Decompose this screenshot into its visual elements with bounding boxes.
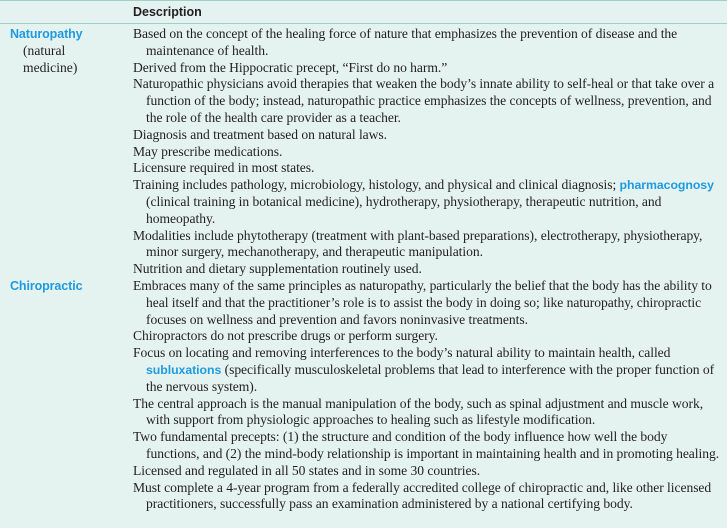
term-subtitle: medicine): [23, 59, 78, 75]
description-item: Embraces many of the same principles as naturopathy, particularly the belief that the body has the ability to heal itself and that the practitioner’s role is to assist the body in doing so; like naturopathy, chiropractic focuses on wellness and prevention and favors noninvasive treatments.: [133, 277, 712, 327]
keyword-subluxations: subluxations: [146, 362, 222, 377]
description-item: Naturopathic physicians avoid therapies that weaken the body’s innate ability to self-heal or that take over a function of the body; instead, naturopathic practice emphasizes the concepts of wellness, prevention, and the role of the health care provider as a teacher.: [133, 76, 715, 125]
item-text: (specifically musculoskeletal problems that lead to interference with the proper function of the nervous system).: [146, 361, 715, 394]
description-item: Nutrition and dietary supplementation routinely used.: [133, 261, 422, 277]
description-item: Must complete a 4-year program from a federally accredited college of chiropractic and, like other licensed practitioners, successfully pass an examination administered by a national certifying body.: [133, 479, 712, 512]
description-cell: [133, 26, 727, 278]
item-text: (clinical training in botanical medicine), hydrotherapy, physiotherapy, therapeutic nutrition, and homeopathy.: [146, 193, 662, 226]
term-subtitle: (natural: [23, 42, 66, 58]
description-item: Licensure required in most states.: [133, 160, 315, 176]
description-item: Based on the concept of the healing force of nature that emphasizes the prevention of disease and the maintenance of health.: [133, 26, 678, 58]
term-cell: [0, 278, 133, 513]
description-item: Chiropractors do not prescribe drugs or perform surgery.: [133, 328, 438, 344]
description-cell: [133, 278, 727, 513]
table-row-chiropractic: [0, 278, 727, 513]
description-item: Licensed and regulated in all 50 states and in some 30 countries.: [133, 462, 481, 478]
description-item: Modalities include phytotherapy (treatment with plant-based preparations), electrotherapy, physiotherapy, minor surgery, mechanotherapy, and therapeutic manipulation.: [133, 227, 703, 260]
term-cell: [0, 26, 133, 278]
description-item: Two fundamental precepts: (1) the structure and condition of the body influence how well the body functions, and (2) the mind-body relationship is important in maintaining health and in promoting healing.: [133, 429, 720, 461]
table-row-naturopathy: [0, 26, 727, 278]
item-text: Focus on locating and removing interferences to the body’s natural ability to maintain health, called: [133, 345, 671, 361]
table-header: [0, 0, 727, 24]
description-item: [133, 177, 723, 227]
description-item: [133, 345, 723, 395]
description-item: Derived from the Hippocratic precept, “First do no harm.”: [133, 59, 448, 75]
description-item: Diagnosis and treatment based on natural laws.: [133, 126, 388, 142]
item-text: Training includes pathology, microbiology, histology, and physical and clinical diagnosis;: [133, 177, 620, 193]
keyword-pharmacognosy: pharmacognosy: [619, 178, 714, 193]
description-item: May prescribe medications.: [133, 143, 283, 159]
term-naturopathy: Naturopathy: [10, 27, 83, 41]
description-item: The central approach is the manual manipulation of the body, such as spinal adjustment and muscle work, with support from physiologic approaches to healing such as lifestyle modification.: [133, 395, 704, 428]
term-chiropractic: Chiropractic: [10, 278, 83, 293]
header-description: Description: [133, 5, 202, 19]
